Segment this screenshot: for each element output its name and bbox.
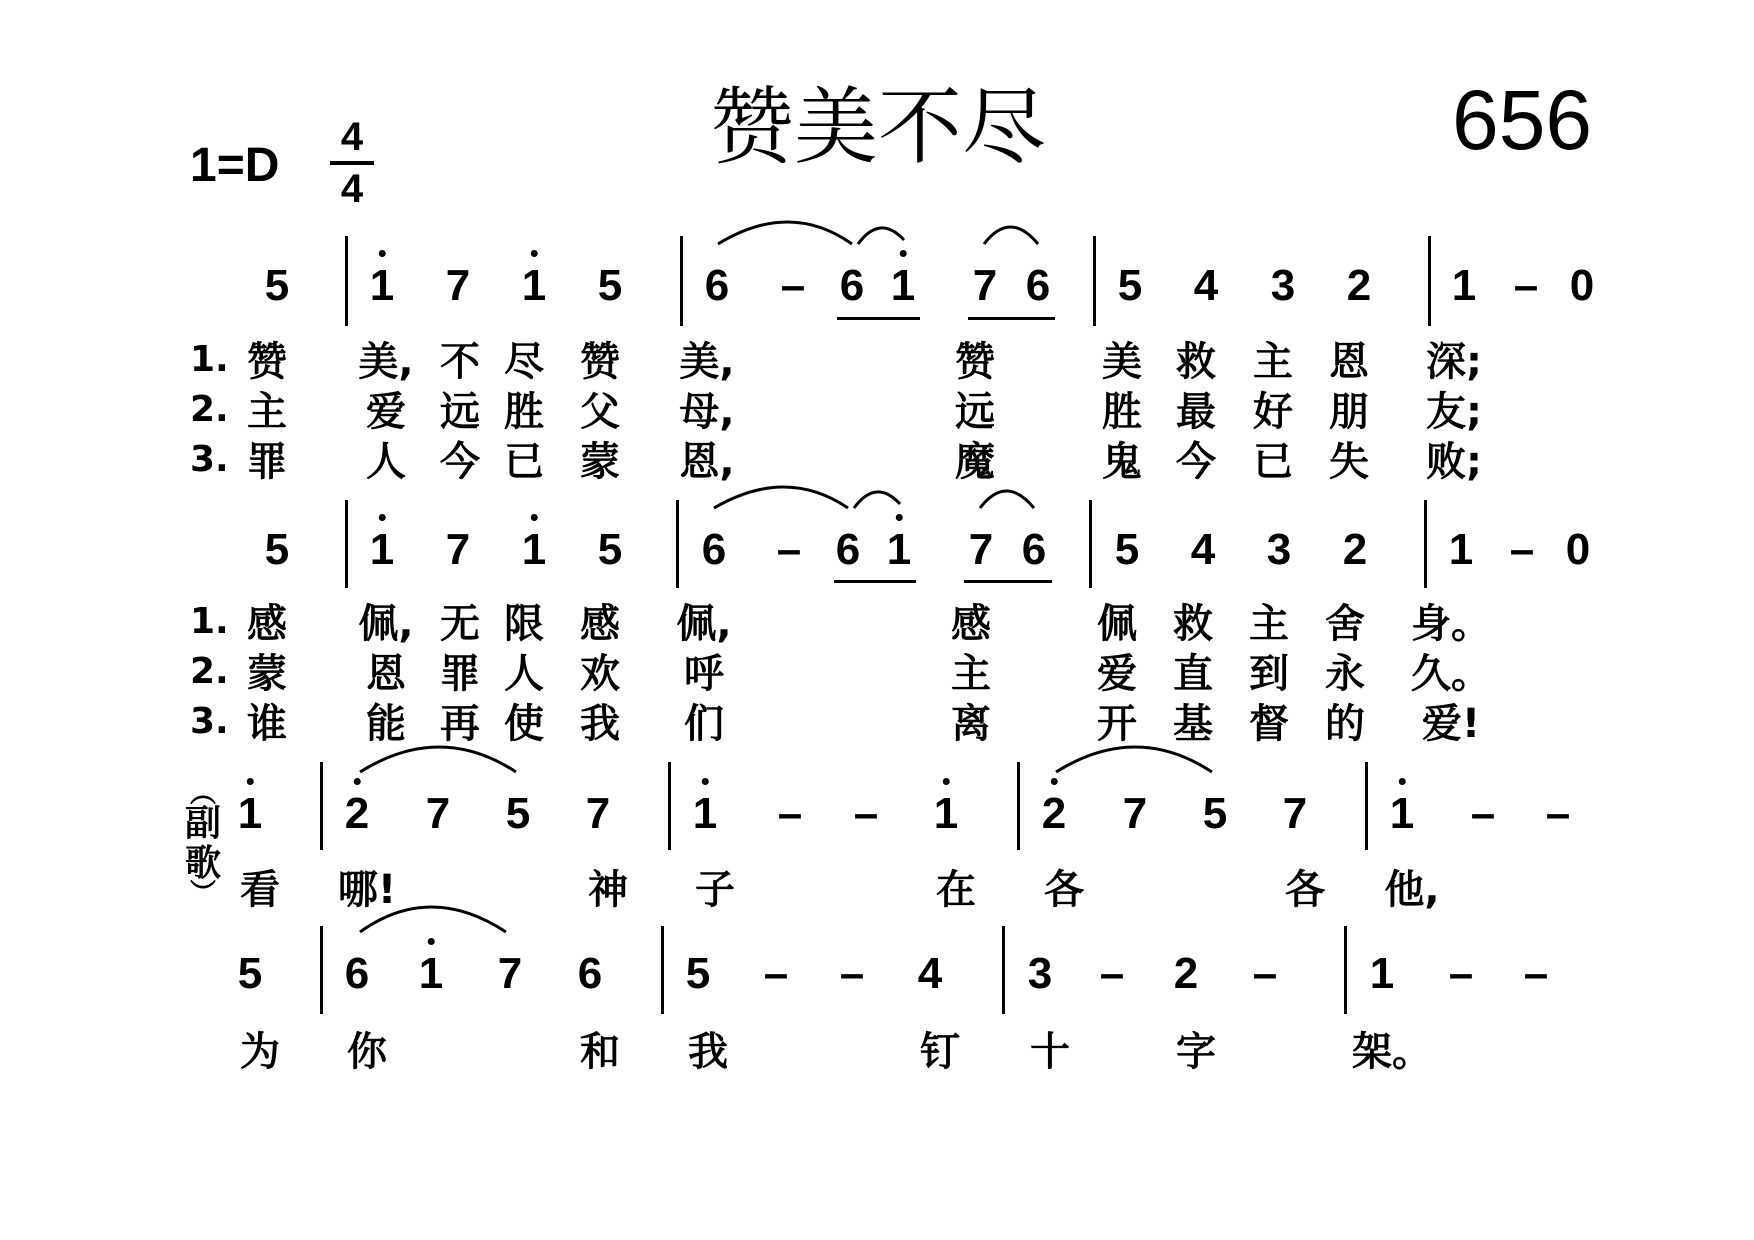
- lyric-char: 为: [240, 1029, 280, 1075]
- lyric-char: 限: [504, 601, 544, 647]
- note: 7: [585, 789, 611, 838]
- lyric-char: 母,: [679, 389, 735, 435]
- lyric-char: 永: [1325, 651, 1365, 697]
- note-high: 1: [370, 528, 394, 572]
- note: 5: [264, 525, 290, 574]
- eighth-underline: [837, 317, 920, 320]
- hymn-title: 赞美不尽: [710, 78, 1047, 176]
- time-signature-line: [330, 161, 374, 165]
- lyric-char: 最: [1176, 389, 1216, 435]
- note-dash: –: [853, 789, 879, 838]
- note: 7: [972, 261, 998, 310]
- verse-number: 3.: [190, 439, 229, 480]
- lyric-char: 已: [1253, 439, 1293, 485]
- note: 1: [1369, 949, 1395, 998]
- lyric-char: 人: [366, 439, 406, 485]
- slur: [854, 492, 900, 508]
- note: 6: [344, 949, 370, 998]
- lyric-char: 蒙: [247, 651, 287, 697]
- slur: [984, 227, 1038, 244]
- note: 4: [917, 949, 943, 998]
- lyric-char: 鬼: [1102, 439, 1142, 485]
- barline: [1428, 236, 1431, 326]
- note-dash: –: [1448, 949, 1474, 998]
- lyric-char: 到: [1249, 651, 1289, 697]
- lyric-char: 深;: [1426, 339, 1482, 385]
- note: 7: [445, 525, 471, 574]
- lyric-char: 欢: [580, 651, 620, 697]
- time-signature-bottom: 4: [340, 167, 364, 211]
- barline: [345, 500, 348, 588]
- lyric-char: 离: [951, 701, 991, 747]
- lyric-char: 爱!: [1421, 701, 1481, 747]
- lyric-char: 直: [1173, 651, 1213, 697]
- barline: [676, 500, 679, 588]
- lyric-char: 蒙: [580, 439, 620, 485]
- eighth-underline: [834, 580, 916, 583]
- note-high: 1: [522, 528, 546, 572]
- lyric-char: 已: [504, 439, 544, 485]
- note: 6: [839, 261, 865, 310]
- note: 7: [497, 949, 523, 998]
- hymn-number: 656: [1452, 73, 1593, 167]
- lyric-char: 尽: [504, 339, 544, 385]
- barline: [1017, 762, 1020, 850]
- note-high: 1: [238, 792, 262, 836]
- note: 6: [1025, 261, 1051, 310]
- lyric-char: 远: [955, 389, 995, 435]
- note-high: 1: [419, 952, 443, 996]
- note: 3: [1266, 525, 1292, 574]
- lyric-char: 恩,: [679, 439, 735, 485]
- lyric-char: 佩,: [676, 601, 732, 647]
- note-high: 1: [370, 264, 394, 308]
- lyric-char: 救: [1173, 601, 1213, 647]
- lyric-char: 胜: [1102, 389, 1142, 435]
- note-dash: –: [1509, 525, 1535, 574]
- note: 0: [1569, 261, 1595, 310]
- note-dash: –: [780, 261, 806, 310]
- lyric-char: 主: [247, 389, 287, 435]
- lyric-char: 他,: [1384, 867, 1440, 913]
- lyric-char: 美,: [358, 339, 414, 385]
- note-high: 1: [891, 264, 915, 308]
- lyric-char: 佩: [1097, 601, 1137, 647]
- lyric-char: 赞: [247, 339, 287, 385]
- time-signature: [330, 115, 374, 211]
- note-high: 1: [887, 528, 911, 572]
- note: 7: [968, 525, 994, 574]
- note: 7: [1282, 789, 1308, 838]
- note: 1: [1448, 525, 1474, 574]
- lyric-char: 再: [440, 701, 480, 747]
- barline: [661, 926, 664, 1014]
- barline: [1093, 236, 1096, 326]
- note: 7: [1122, 789, 1148, 838]
- lyric-char: 美,: [679, 339, 735, 385]
- barline: [1365, 762, 1368, 850]
- note-high: 2: [1042, 792, 1066, 836]
- lyric-char: 友;: [1426, 389, 1482, 435]
- lyric-char: 钉: [920, 1029, 960, 1075]
- note: 6: [701, 525, 727, 574]
- lyric-char: 们: [684, 701, 724, 747]
- lyric-char: 子: [695, 867, 735, 913]
- lyric-char: 罪: [247, 439, 287, 485]
- lyric-char: 架。: [1352, 1029, 1432, 1075]
- note: 7: [425, 789, 451, 838]
- slur: [718, 222, 852, 244]
- barline: [1344, 926, 1347, 1014]
- lyric-char: 主: [951, 651, 991, 697]
- note: 0: [1565, 525, 1591, 574]
- chorus-label: ︵ 副歌 ︶: [184, 779, 221, 909]
- barline: [320, 762, 323, 850]
- note-dash: –: [1252, 949, 1278, 998]
- note: 5: [597, 261, 623, 310]
- barline: [320, 926, 323, 1014]
- verse-number: 2.: [190, 651, 229, 692]
- barline: [668, 762, 671, 850]
- note-high: 2: [345, 792, 369, 836]
- note-dash: –: [776, 525, 802, 574]
- lyric-char: 呼: [684, 651, 724, 697]
- slur: [1056, 747, 1212, 772]
- note: 6: [835, 525, 861, 574]
- lyric-char: 不: [440, 339, 480, 385]
- lyric-char: 身。: [1411, 601, 1491, 647]
- lyric-char: 人: [504, 651, 544, 697]
- barline: [345, 236, 348, 326]
- lyric-char: 的: [1325, 701, 1365, 747]
- barline: [1002, 926, 1005, 1014]
- lyric-char: 使: [504, 701, 544, 747]
- note-dash: –: [763, 949, 789, 998]
- note-high: 1: [522, 264, 546, 308]
- note: 6: [1021, 525, 1047, 574]
- note: 3: [1027, 949, 1053, 998]
- lyric-char: 字: [1176, 1029, 1216, 1075]
- note: 4: [1190, 525, 1216, 574]
- lyric-char: 罪: [440, 651, 480, 697]
- note: 5: [685, 949, 711, 998]
- note: 7: [445, 261, 471, 310]
- verse-number: 3.: [190, 701, 229, 742]
- lyric-char: 久。: [1411, 651, 1491, 697]
- note-dash: –: [1470, 789, 1496, 838]
- note: 1: [1451, 261, 1477, 310]
- lyric-char: 我: [688, 1029, 728, 1075]
- note: 5: [1117, 261, 1143, 310]
- lyric-char: 魔: [955, 439, 995, 485]
- note: 5: [505, 789, 531, 838]
- note-dash: –: [1513, 261, 1539, 310]
- note: 5: [237, 949, 263, 998]
- lyric-char: 基: [1173, 701, 1213, 747]
- lyric-char: 今: [440, 439, 480, 485]
- eighth-underline: [968, 317, 1055, 320]
- lyric-char: 舍: [1325, 601, 1365, 647]
- lyric-char: 哪!: [337, 867, 397, 913]
- note-dash: –: [1523, 949, 1549, 998]
- note: 5: [597, 525, 623, 574]
- lyric-char: 爱: [366, 389, 406, 435]
- note: 2: [1346, 261, 1372, 310]
- barline: [1089, 500, 1092, 588]
- lyric-char: 和: [580, 1029, 620, 1075]
- note-dash: –: [839, 949, 865, 998]
- note: 5: [264, 261, 290, 310]
- note-dash: –: [777, 789, 803, 838]
- lyric-char: 赞: [955, 339, 995, 385]
- barline: [1424, 500, 1427, 588]
- lyric-char: 能: [366, 701, 406, 747]
- lyric-char: 好: [1253, 389, 1293, 435]
- note: 5: [1202, 789, 1228, 838]
- note: 5: [1114, 525, 1140, 574]
- note-high: 1: [1390, 792, 1414, 836]
- lyric-char: 神: [588, 867, 628, 913]
- note: 3: [1270, 261, 1296, 310]
- lyric-char: 胜: [504, 389, 544, 435]
- lyric-char: 无: [440, 601, 480, 647]
- lyric-char: 恩: [366, 651, 406, 697]
- note-dash: –: [1099, 949, 1125, 998]
- barline: [680, 236, 683, 326]
- key-signature: 1=D: [190, 139, 280, 192]
- lyric-char: 各: [1044, 867, 1084, 913]
- lyric-char: 失: [1329, 439, 1369, 485]
- note-high: 1: [693, 792, 717, 836]
- note: 6: [577, 949, 603, 998]
- lyric-char: 朋: [1329, 389, 1369, 435]
- lyric-char: 我: [580, 701, 620, 747]
- lyric-char: 感: [247, 601, 287, 647]
- lyric-char: 佩,: [358, 601, 414, 647]
- lyric-char: 各: [1285, 867, 1325, 913]
- lyric-char: 十: [1030, 1029, 1070, 1075]
- lyric-char: 主: [1249, 601, 1289, 647]
- lyric-char: 看: [240, 867, 280, 913]
- slur: [858, 228, 904, 244]
- lyric-char: 在: [936, 867, 976, 913]
- time-signature-top: 4: [340, 115, 364, 159]
- lyric-char: 败;: [1426, 439, 1482, 485]
- verse-number: 1.: [190, 601, 229, 642]
- note-dash: –: [1545, 789, 1571, 838]
- verse-number: 2.: [190, 389, 229, 430]
- lyric-char: 救: [1176, 339, 1216, 385]
- lyric-char: 开: [1097, 701, 1137, 747]
- slur: [714, 487, 848, 508]
- slur: [360, 747, 516, 772]
- lyric-char: 父: [580, 389, 620, 435]
- note: 2: [1342, 525, 1368, 574]
- verse-number: 1.: [190, 339, 229, 380]
- lyric-char: 赞: [580, 339, 620, 385]
- lyric-char: 感: [580, 601, 620, 647]
- lyric-char: 恩: [1329, 339, 1369, 385]
- lyric-char: 谁: [247, 701, 287, 747]
- lyric-char: 美: [1102, 339, 1142, 385]
- slur: [980, 491, 1034, 508]
- lyric-char: 主: [1253, 339, 1293, 385]
- eighth-underline: [964, 580, 1052, 583]
- note: 6: [704, 261, 730, 310]
- lyric-char: 你: [347, 1029, 387, 1075]
- note-high: 1: [934, 792, 958, 836]
- lyric-char: 督: [1249, 701, 1289, 747]
- lyric-char: 感: [951, 601, 991, 647]
- lyric-char: 爱: [1097, 651, 1137, 697]
- note: 4: [1193, 261, 1219, 310]
- lyric-char: 今: [1176, 439, 1216, 485]
- lyric-char: 远: [440, 389, 480, 435]
- note: 2: [1173, 949, 1199, 998]
